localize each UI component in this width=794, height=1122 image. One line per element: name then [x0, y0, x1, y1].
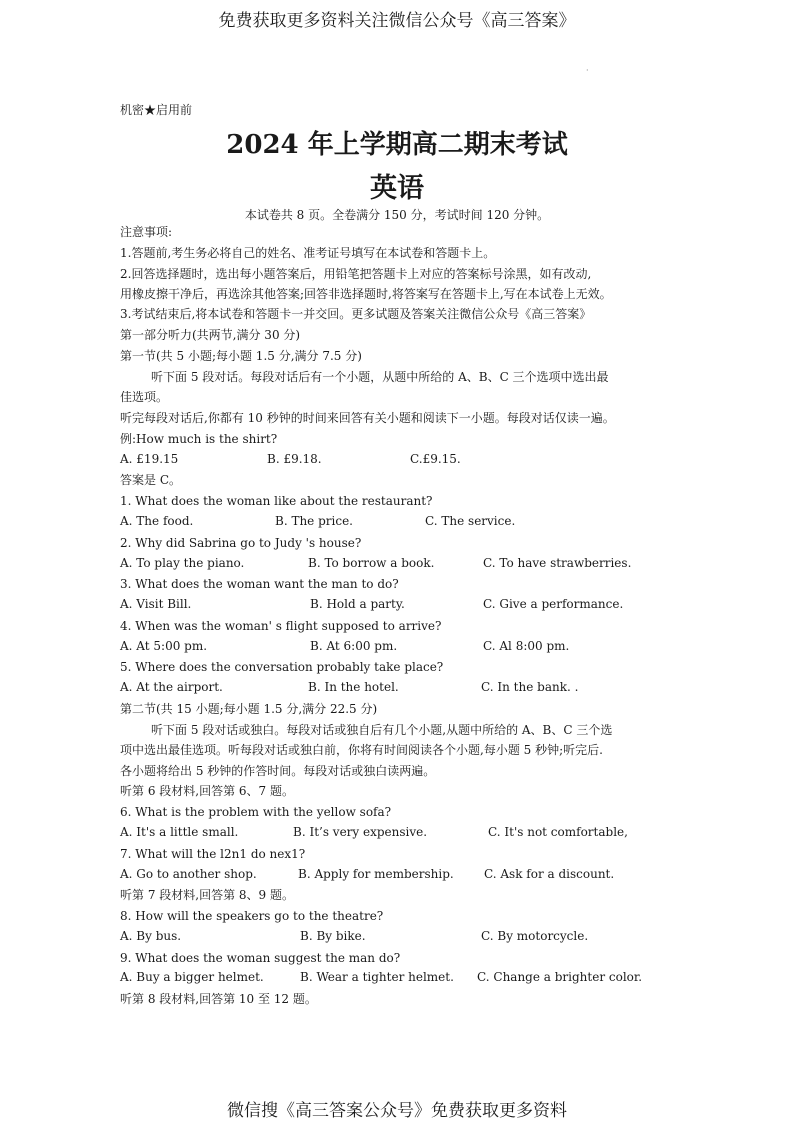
q2-option-a: A. To play the piano. — [120, 556, 245, 570]
section2-heading: 第二节(共 15 小题;每小题 1.5 分,满分 22.5 分) — [120, 702, 378, 716]
q5-option-b: B. In the hotel. — [308, 680, 399, 694]
question-9-options — [0, 970, 794, 986]
q8-option-b: B. By bike. — [300, 929, 366, 943]
q4-option-a: A. At 5:00 pm. — [120, 639, 208, 653]
example-option-c: C.£9.15. — [410, 452, 461, 466]
q9-option-a: A. Buy a bigger helmet. — [120, 970, 264, 984]
q7-option-b: B. Apply for membership. — [298, 867, 454, 881]
exam-subject: 英语 — [370, 173, 424, 204]
question-6-options — [0, 825, 794, 841]
question-9: 9. What does the woman suggest the man do? — [120, 951, 401, 965]
q9-option-b: B. Wear a tighter helmet. — [300, 970, 454, 984]
section2-instruction-c: 各小题将给出 5 秒钟的作答时间。每段对话或独白读两遍。 — [120, 764, 436, 778]
q7-option-a: A. Go to another shop. — [120, 867, 257, 881]
q3-option-a: A. Visit Bill. — [120, 597, 192, 611]
q3-option-c: C. Give a performance. — [483, 597, 624, 611]
example-option-a: A. £19.15 — [120, 452, 179, 466]
note-2b: 用橡皮擦干净后，再选涂其他答案;回答非选择题时,将答案写在答题卡上,写在本试卷上无效。 — [120, 287, 612, 301]
q5-option-c: C. In the bank. . — [481, 680, 579, 694]
q3-option-b: B. Hold a party. — [310, 597, 405, 611]
section2-instruction-b: 项中选出最佳选项。听每段对话或独白前，你将有时间阅读各个小题,每小题 5 秒钟;听完后. — [120, 743, 603, 757]
exam-info: 本试卷共 8 页。全卷满分 150 分，考试时间 120 分钟。 — [244, 208, 550, 222]
q9-option-c: C. Change a brighter color. — [477, 970, 643, 984]
q2-option-b: B. To borrow a book. — [308, 556, 435, 570]
question-1-options — [0, 514, 794, 530]
q4-option-b: B. At 6:00 pm. — [310, 639, 398, 653]
q2-option-c: C. To have strawberries. — [483, 556, 632, 570]
question-4-options — [0, 639, 794, 655]
q4-option-c: C. Al 8:00 pm. — [483, 639, 570, 653]
confidential-label: 机密★启用前 — [120, 103, 193, 117]
question-7-options — [0, 867, 794, 883]
q6-option-c: C. It's not comfortable, — [488, 825, 628, 839]
notes-heading: 注意事项: — [120, 225, 173, 239]
q1-option-a: A. The food. — [120, 514, 194, 528]
question-5: 5. Where does the conversation probably take place? — [120, 660, 444, 674]
exam-title: 2024 年上学期高二期末考试 — [226, 130, 568, 160]
note-3: 3.考试结束后,将本试卷和答题卡一并交回。更多试题及答案关注微信公众号《高三答案》 — [120, 307, 592, 321]
question-8: 8. How will the speakers go to the theatre? — [120, 909, 384, 923]
q8-option-a: A. By bus. — [120, 929, 182, 943]
q1-option-b: B. The price. — [275, 514, 353, 528]
question-7: 7. What will the l2n1 do nex1? — [120, 847, 306, 861]
scan-speck: · — [586, 66, 589, 75]
material-8-note: 听第 8 段材料,回答第 10 至 12 题。 — [120, 992, 317, 1006]
question-2-options — [0, 556, 794, 572]
question-8-options — [0, 929, 794, 945]
question-3: 3. What does the woman want the man to do? — [120, 577, 399, 591]
question-3-options — [0, 597, 794, 613]
section1-heading: 第一节(共 5 小题;每小题 1.5 分,满分 7.5 分) — [120, 349, 362, 363]
section1-instruction-b: 佳选项。 — [120, 390, 169, 404]
q6-option-b: B. It’s very expensive. — [293, 825, 428, 839]
material-6-note: 听第 6 段材料,回答第 6、7 题。 — [120, 784, 294, 798]
example-options — [0, 452, 794, 468]
q1-option-c: C. The service. — [425, 514, 516, 528]
section1-instruction-c: 听完每段对话后,你都有 10 秒钟的时间来回答有关小题和阅读下一小题。每段对话仅读一遍。 — [120, 411, 615, 425]
q7-option-c: C. Ask for a discount. — [484, 867, 615, 881]
section1-instruction-a: 听下面 5 段对话。每段对话后有一个小题，从题中所给的 A、B、C 三个选项中选出最 — [151, 370, 609, 384]
question-6: 6. What is the problem with the yellow sofa? — [120, 805, 392, 819]
question-4: 4. When was the woman' s flight supposed to arrive? — [120, 619, 442, 633]
question-2: 2. Why did Sabrina go to Judy 's house? — [120, 536, 362, 550]
part1-heading: 第一部分听力(共两节,满分 30 分) — [120, 328, 301, 342]
question-5-options — [0, 680, 794, 696]
q5-option-a: A. At the airport. — [120, 680, 223, 694]
example-answer: 答案是 C。 — [120, 473, 181, 487]
bottom-banner: 微信搜《高三答案公众号》免费获取更多资料 — [227, 1101, 567, 1121]
section2-instruction-a: 听下面 5 段对话或独白。每段对话或独自后有几个小题,从题中所给的 A、B、C 三个选 — [151, 723, 613, 737]
example-question: 例:How much is the shirt? — [120, 432, 278, 446]
question-1: 1. What does the woman like about the restaurant? — [120, 494, 433, 508]
q6-option-a: A. It's a little small. — [120, 825, 239, 839]
note-1: 1.答题前,考生务必将自己的姓名、准考证号填写在本试卷和答题卡上。 — [120, 246, 496, 260]
top-banner: 免费获取更多资料关注微信公众号《高三答案》 — [218, 11, 576, 31]
example-option-b: B. £9.18. — [267, 452, 322, 466]
q8-option-c: C. By motorcycle. — [481, 929, 589, 943]
note-2a: 2.回答选择题时，选出每小题答案后，用铅笔把答题卡上对应的答案标号涂黑，如有改动, — [120, 267, 592, 281]
material-7-note: 听第 7 段材料,回答第 8、9 题。 — [120, 888, 294, 902]
